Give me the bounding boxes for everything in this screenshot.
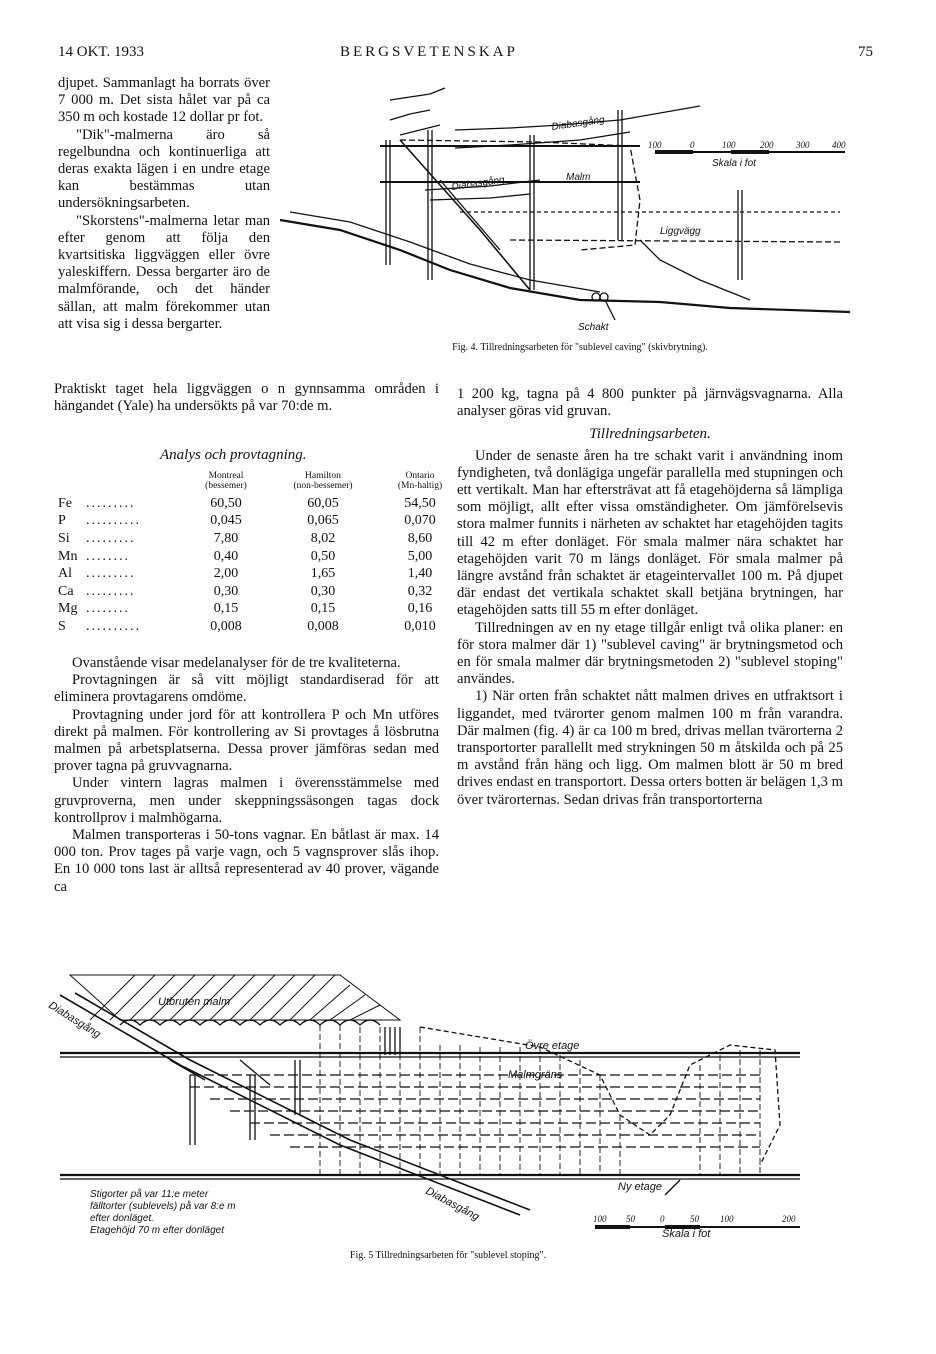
scale-tick: 100 — [648, 140, 662, 150]
table-cell: 0,30 — [213, 583, 239, 599]
table-row — [58, 495, 461, 513]
label-malmgrans: Malmgräns — [508, 1069, 563, 1081]
journal-title: BERGSVETENSKAP — [340, 44, 518, 60]
scale-tick: 100 — [593, 1214, 607, 1224]
header-date: 14 OKT. 1933 — [58, 44, 144, 60]
figure-4-drawing — [280, 80, 850, 335]
table-cell: 0,16 — [407, 601, 433, 617]
element-label: Fe ......... — [58, 495, 136, 511]
label-malm: Malm — [566, 172, 591, 183]
element-label: Mn ........ — [58, 548, 130, 564]
table-cell: 0,30 — [310, 583, 336, 599]
table-row — [58, 513, 461, 531]
note-line: fälltorter (sublevels) på var 8:e m — [90, 1201, 236, 1212]
left-wrap-text — [58, 75, 270, 333]
table-cell: 0,008 — [307, 618, 339, 634]
table-title: Analys och provtagning. — [160, 447, 307, 463]
element-label: P .......... — [58, 513, 141, 529]
label-utbruten-malm: Utbruten malm — [158, 996, 231, 1008]
paragraph: Under vintern lagras malmen i överensstämmelse med gruvproverna, men under skeppningssäsongen tagas dock kontrollprov i malmhögarna. — [54, 775, 439, 826]
scale-label: Skala i fot — [662, 1228, 711, 1240]
figure-5 — [40, 965, 840, 1250]
paragraph: Praktiskt taget hela liggväggen o n gynnsamma områden i hängandet (Yale) ha undersökts på var 70:de m. — [54, 381, 439, 415]
table-cell: 0,008 — [210, 618, 242, 634]
note-line: Stigorter på var 11:e meter — [90, 1189, 209, 1200]
table-cell: 2,00 — [213, 566, 239, 582]
col-header: Ontario (Mn-haltig) — [397, 471, 443, 491]
analysis-table — [58, 470, 461, 636]
label-diabas-mid: Diabasgång — [450, 174, 506, 193]
table-row — [58, 548, 461, 566]
table-cell: 60,05 — [307, 495, 339, 511]
figure-5-caption: Fig. 5 Tillredningsarbeten för "sublevel stoping". — [349, 1250, 547, 1261]
scale-tick: 100 — [720, 1214, 734, 1224]
scale-tick: 300 — [796, 140, 810, 150]
right-column-text — [457, 386, 843, 809]
element-label: S .......... — [58, 618, 141, 634]
figure-4-caption: Fig. 4. Tillredningsarbeten för "sublevel caving" (skivbrytning). — [452, 342, 708, 353]
table-cell: 0,40 — [213, 548, 239, 564]
table-cell: 0,15 — [213, 601, 239, 617]
scale-tick: 0 — [690, 140, 695, 150]
table-cell: 0,045 — [210, 513, 242, 529]
scale-tick: 200 — [760, 140, 774, 150]
figure-5-drawing — [40, 965, 840, 1250]
table-row — [58, 583, 461, 601]
label-ny-etage: Ny etage — [618, 1181, 663, 1193]
table-cell: 1,65 — [310, 566, 336, 582]
paragraph: "Dik"-malmerna äro så regelbundna och kontinuerliga att deras exakta lägen i en undre etage kan bestämmas utan undersökningsarbeten. — [58, 126, 270, 212]
label-ovre-etage: Övre etage — [525, 1040, 580, 1052]
page-number: 75 — [858, 44, 873, 60]
note-line: Etagehöjd 70 m efter donläget — [90, 1225, 224, 1236]
paragraph: 1 200 kg, tagna på 4 800 punkter på järnvägsvagnarna. Alla analyser göras vid gruvan. — [457, 386, 843, 420]
left-full-paragraph — [54, 381, 439, 415]
label-schakt: Schakt — [578, 322, 609, 333]
left-after-table — [54, 655, 439, 896]
table-cell: 60,50 — [210, 495, 242, 511]
label-diabas-top: Diabasgång — [550, 114, 606, 133]
label-diabas-left: Diabasgång — [46, 999, 103, 1041]
table-cell: 0,070 — [404, 513, 436, 529]
table-row — [58, 530, 461, 548]
figure-5-scale-ticks — [593, 1214, 796, 1224]
paragraph: "Skorstens"-malmerna letar man efter genom att följa den kvartsitiska liggväggen eller övre yaleskiffern. Dessa bergarter äro de malmförande, och det händer sällan, att malm förekommer utan att visa sig i dessa bergarter. — [58, 212, 270, 332]
figure-4-scale-ticks — [648, 140, 846, 150]
table-cell: 1,40 — [407, 566, 433, 582]
table-cell: 8,02 — [310, 530, 336, 546]
label-diabas-lower: Diabasgång — [423, 1185, 482, 1224]
section-heading: Tillredningsarbeten. — [589, 426, 711, 443]
table-cell: 0,010 — [404, 618, 436, 634]
table-cell: 0,50 — [310, 548, 336, 564]
paragraph: Ovanstående visar medelanalyser för de tre kvaliteterna. — [72, 655, 401, 671]
paragraph: djupet. Sammanlagt ha borrats över 7 000 m. Det sista hålet var på ca 350 m och kostade 12 dollar pr fot. — [58, 75, 270, 126]
paragraph: Tillredningen av en ny etage tillgår enligt två olika planer: en för stora malmer där 1) "sublevel caving" är brytningsmetod och en för smala malmer där brytningsmetoden 2) "sublevel stoping" användes. — [457, 619, 843, 688]
paragraph: Provtagningen är så vitt möjligt standardiserad för att eliminera provtagarens omdöme. — [54, 672, 439, 706]
scale-tick: 200 — [782, 1214, 796, 1224]
scale-tick: 400 — [832, 140, 846, 150]
note-line: efter donläget. — [90, 1213, 154, 1224]
paragraph: Provtagning under jord för att kontrollera P och Mn utföres direkt på malmen. För kontrollering av Si provtages å lösbrutna malmen på arbetsplatserna. Dessa prover jämföras sedan med prover tagna på gruvvagnarna. — [54, 706, 439, 775]
label-liggvagg: Liggvägg — [660, 226, 701, 237]
table-cell: 0,065 — [307, 513, 339, 529]
paragraph: Malmen transporteras i 50-tons vagnar. En båtlast är max. 14 000 ton. Prov tages på varje vagn, och 5 vagnsprover slås ihop. En 10 000 tons last är alltså representerad av 40 prover, vägande ca — [54, 827, 439, 895]
paragraph: Under de senaste åren ha tre schakt varit i användning inom fyndigheten, två donlägiga ungefär parallella med stupningen och ett vertikalt. Man har eftersträvat att få etagehöjderna så lämpliga som möjligt, allt efter vissa omständigheter. Om jämförelsevis stora malmer funnits i närheten av schaktet har etagehöjden tagits till 42 m efter donläget. För smala malmer nära schaktet har etagehöjden varit 70 m längs donläget. För smala malmer på längre avstånd från schaktet är etageintervallet 100 m. På djupet där endast det vertikala schaktet skall betjäna brytningen, har etagehöjden satts till 55 m efter donläget. — [457, 447, 843, 619]
scale-tick: 0 — [660, 1214, 665, 1224]
table-row — [58, 618, 461, 636]
scale-tick: 50 — [690, 1214, 699, 1224]
element-label: Mg ........ — [58, 601, 130, 617]
col-header: Montreal (bessemer) — [205, 471, 247, 491]
table-cell: 7,80 — [213, 530, 239, 546]
analysis-table-wrap — [58, 470, 461, 636]
table-row — [58, 601, 461, 619]
element-label: Al ......... — [58, 566, 136, 582]
table-cell: 8,60 — [407, 530, 433, 546]
table-cell: 54,50 — [404, 495, 436, 511]
scale-label: Skala i fot — [712, 158, 756, 169]
paragraph: 1) När orten från schaktet nått malmen drives en utfraktsort i liggandet, med tvärorter genom malmen 100 m från varandra. Där malmen (fig. 4) är ca 100 m bred, drivas mellan tvärorterna 2 transportorter parallellt med strykningen 50 m åtskilda och på 25 m avstånd från häng och ligg. Om malmen blott är 50 m bred drives endast en transportort. Dessa orters botten är belägen 1,3 m över tvärorternas. Sedan drivas från transportorterna — [457, 688, 843, 808]
scale-tick: 100 — [722, 140, 736, 150]
table-row — [58, 565, 461, 583]
table-cell: 0,15 — [310, 601, 336, 617]
scale-tick: 50 — [626, 1214, 635, 1224]
element-label: Si ......... — [58, 530, 136, 546]
figure-4 — [280, 80, 850, 335]
col-header: Hamilton (non-bessemer) — [293, 471, 353, 491]
table-cell: 5,00 — [407, 548, 433, 564]
table-cell: 0,32 — [407, 583, 433, 599]
element-label: Ca ......... — [58, 583, 136, 599]
